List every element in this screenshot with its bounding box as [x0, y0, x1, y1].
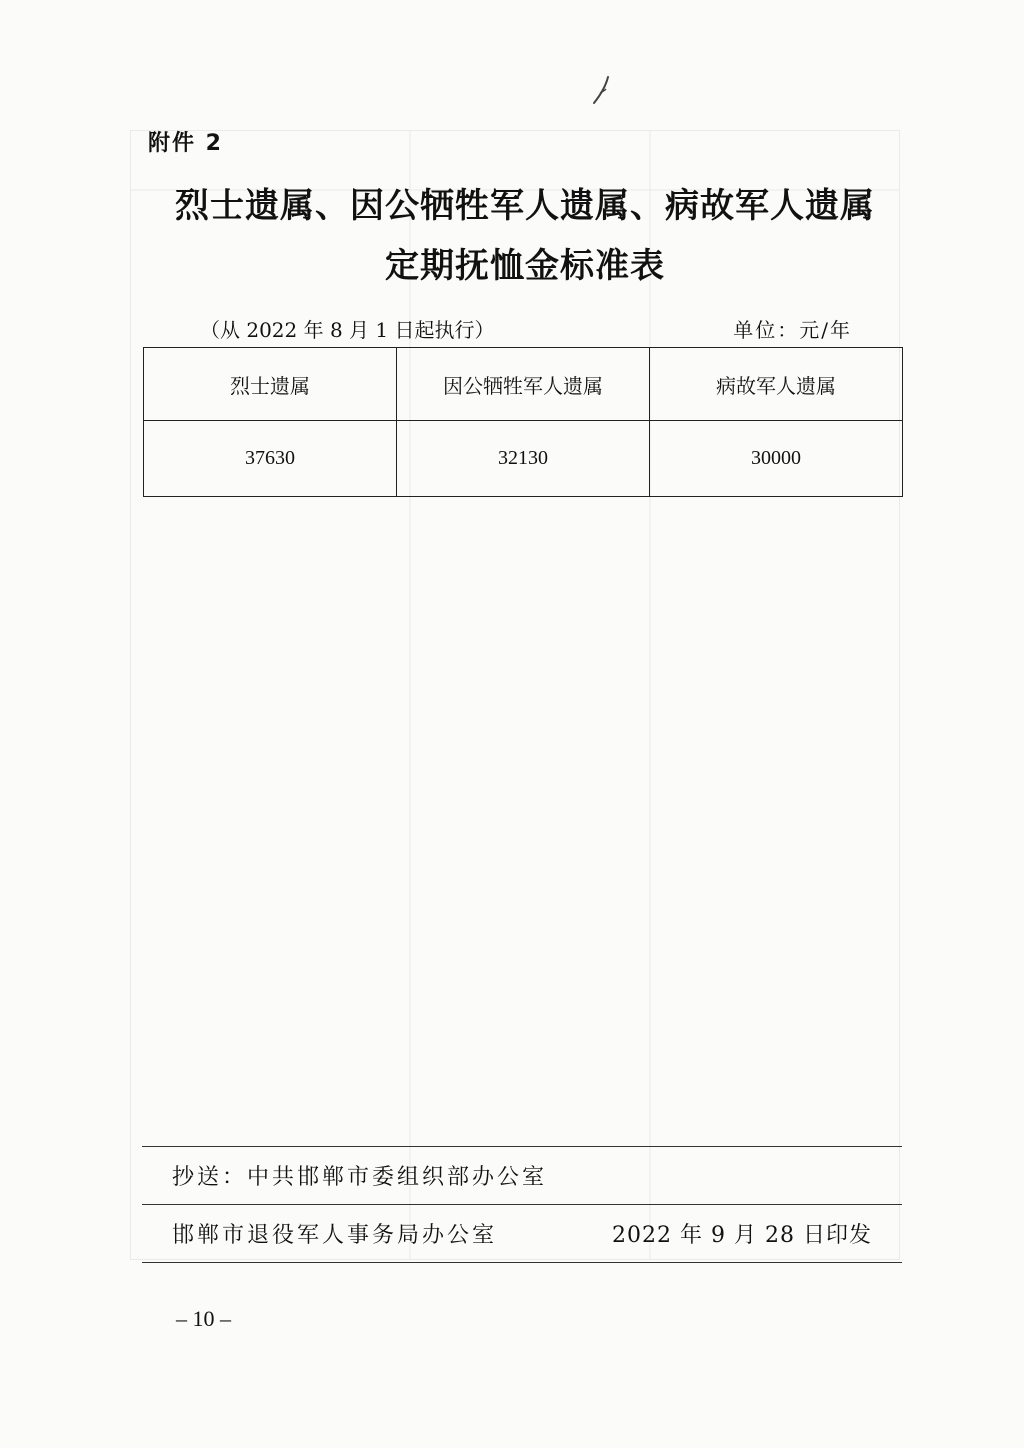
footer-divider — [142, 1146, 902, 1147]
show-through-background — [130, 130, 900, 1260]
document-title-line2: 定期抚恤金标准表 — [385, 246, 665, 286]
table-header-cell: 病故军人遗属 — [650, 348, 903, 421]
unit-note: 单位：元/年 — [733, 318, 852, 342]
table-header-cell: 因公牺牲军人遗属 — [397, 348, 650, 421]
pen-mark-icon — [590, 75, 612, 105]
table-cell: 32130 — [397, 421, 650, 497]
issued-date: 2022 年 9 月 28 日印发 — [612, 1223, 872, 1248]
pension-standard-table — [143, 347, 903, 497]
table-header-row — [144, 348, 903, 421]
table-row — [144, 421, 903, 497]
issuer-name: 邯郸市退役军人事务局办公室 — [172, 1223, 498, 1248]
table-cell: 37630 — [144, 421, 397, 497]
page-number: – 10 – — [176, 1306, 231, 1331]
attachment-label: 附件 2 — [148, 131, 223, 156]
footer-divider — [142, 1262, 902, 1263]
effective-date-note: （从 2022 年 8 月 1 日起执行） — [200, 318, 495, 342]
document-title-line1: 烈士遗属、因公牺牲军人遗属、病故军人遗属 — [175, 186, 875, 226]
cc-line: 抄送：中共邯郸市委组织部办公室 — [172, 1165, 548, 1190]
footer-divider — [142, 1204, 902, 1205]
table-cell: 30000 — [650, 421, 903, 497]
table-header-cell: 烈士遗属 — [144, 348, 397, 421]
